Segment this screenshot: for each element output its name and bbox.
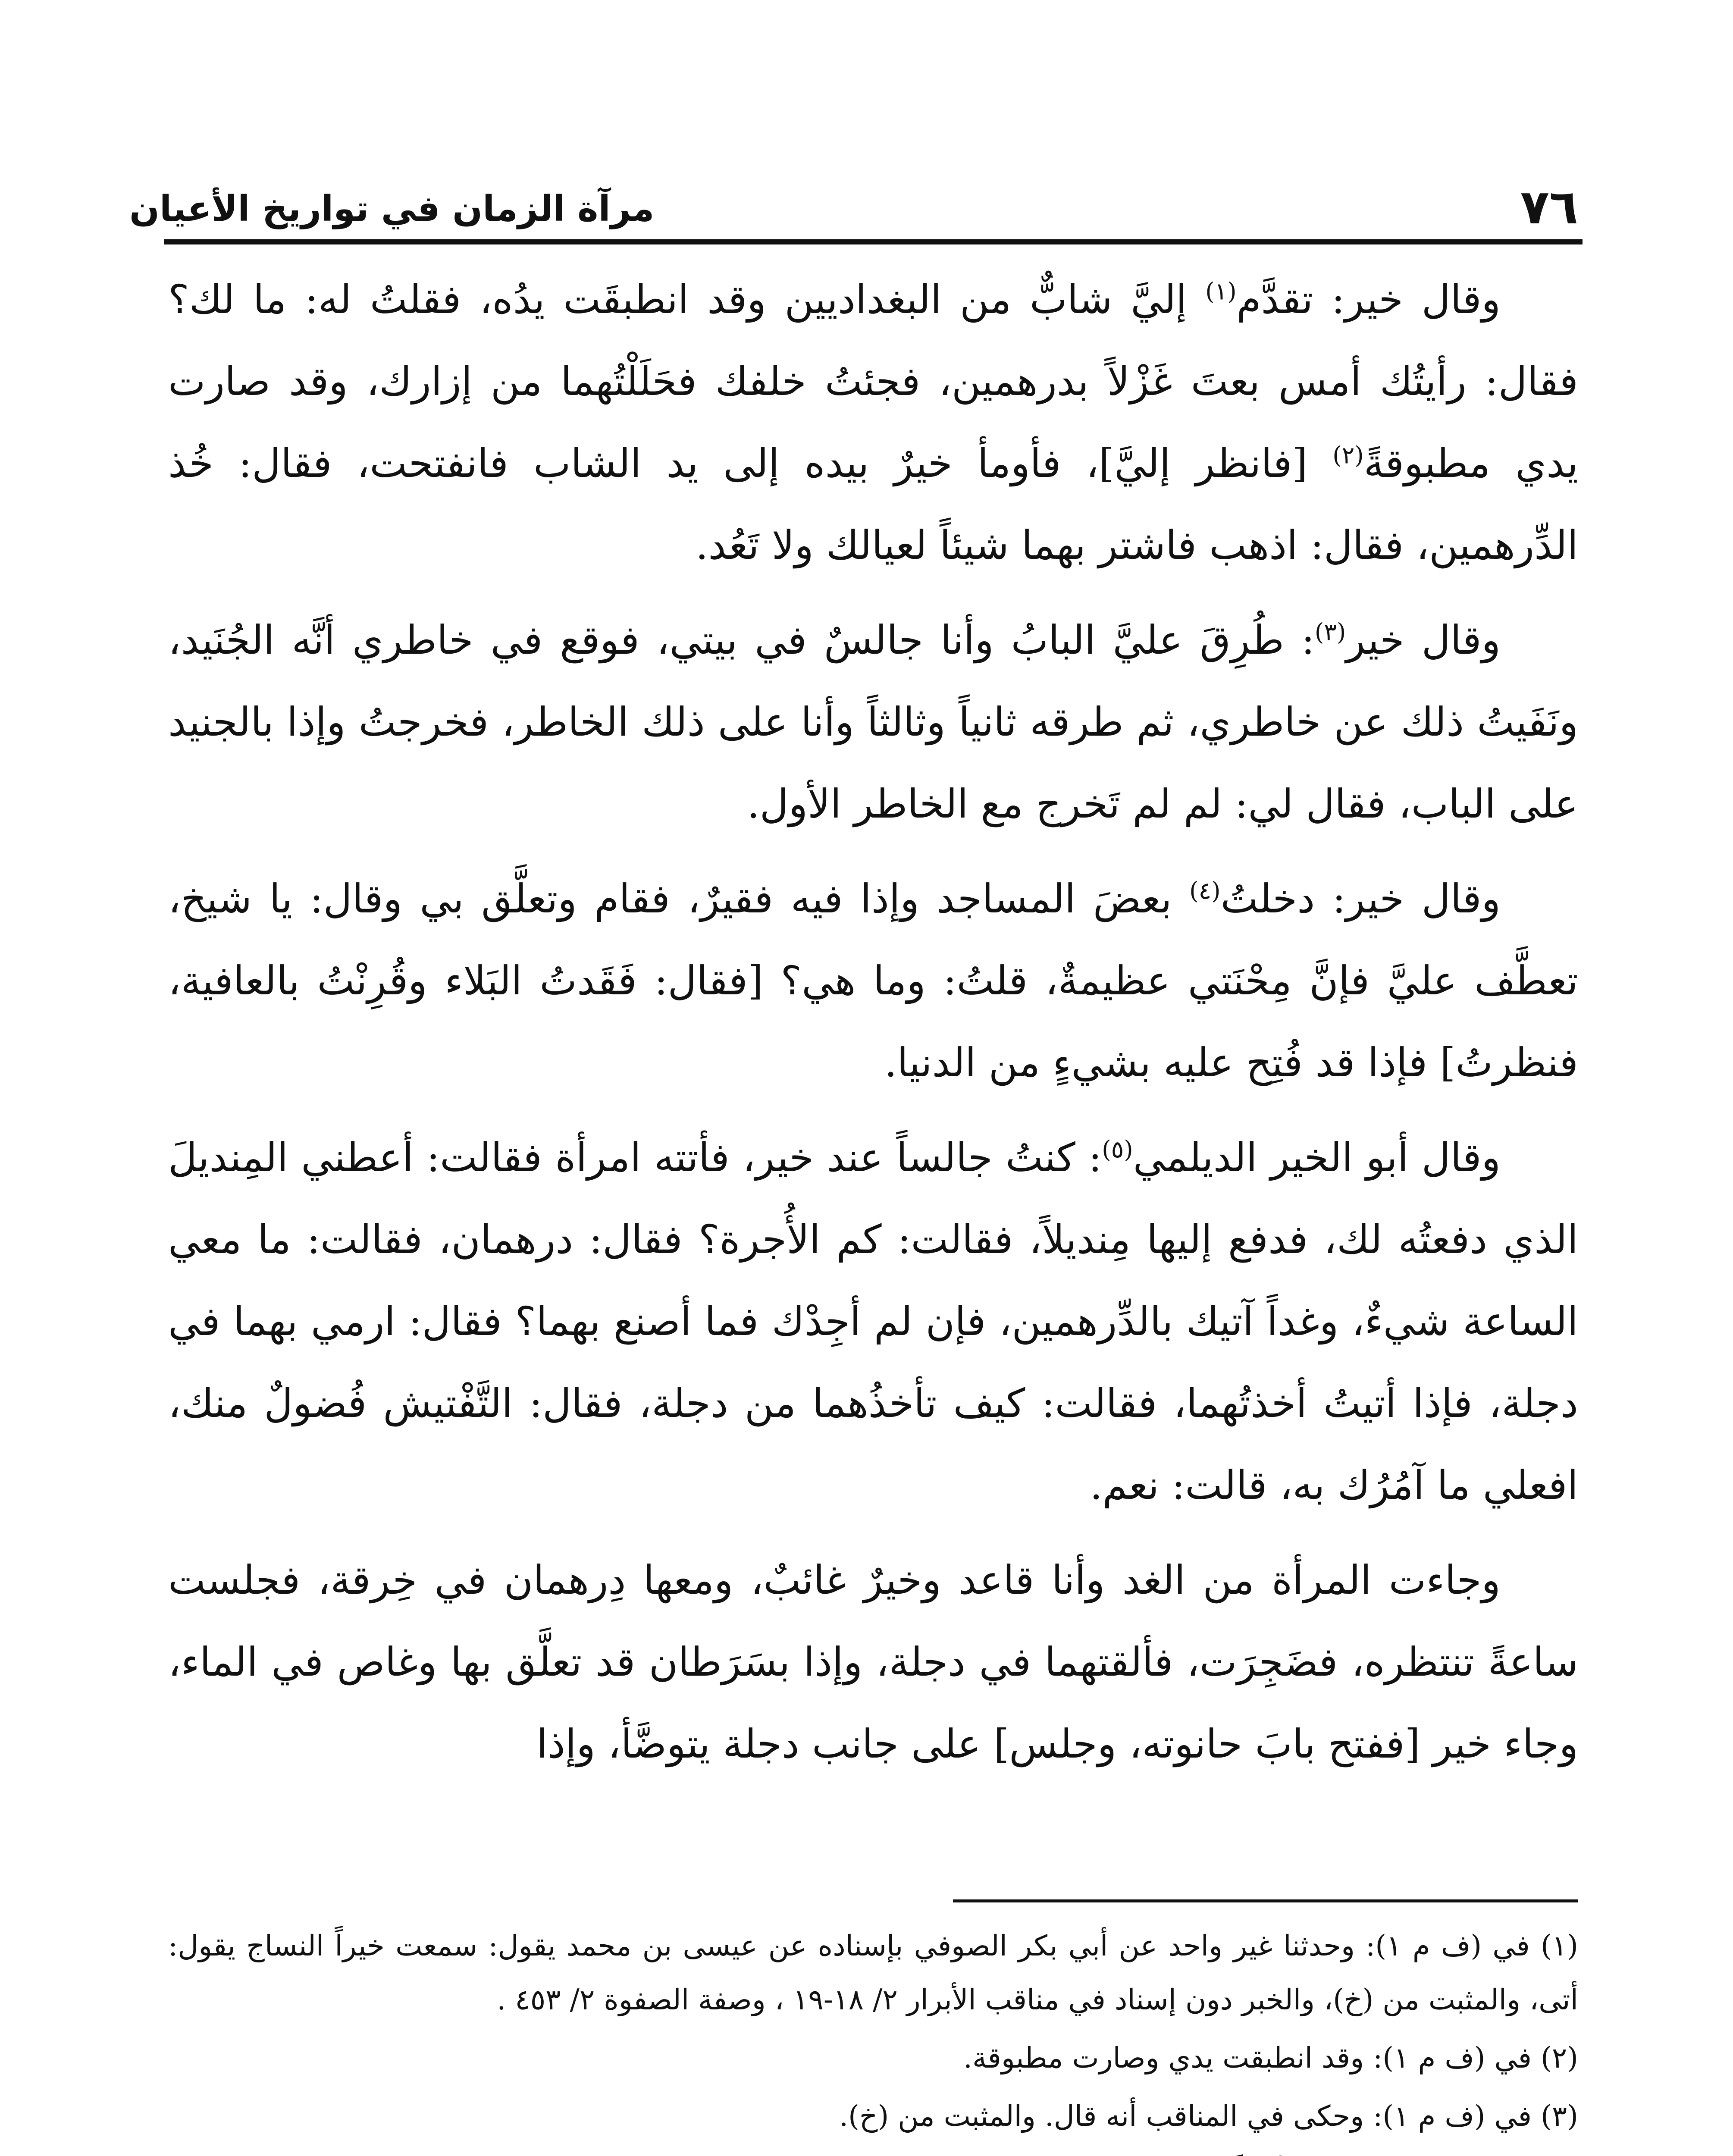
paragraph-text: وقال خير: دخلتُ — [1220, 876, 1501, 922]
page-header — [129, 164, 1578, 241]
footnote-ref: (٣) — [1314, 618, 1346, 646]
paragraph-text: وقال خير — [1346, 617, 1501, 663]
footnote: (٢) في (ف م ١): وقد انطبقت يدي وصارت مطبوقة. — [963, 2041, 1578, 2075]
paragraph-text: بعضَ المساجد وإذا فيه فقيرٌ، فقام وتعلَّق بي وقال: يا شيخ، تعطَّف عليَّ فإنَّ مِحْنَتي عظيمةٌ، قلتُ: وما هي؟ [فقال: فَقَدتُ البَلاء وقُرِنْتُ بالعافية، فنظرتُ] فإذا قد فُتِح عليه بشيءٍ من الدنيا. — [168, 876, 1578, 1086]
page-number: ٧٦ — [1520, 179, 1578, 235]
footnote-ref: (١) — [1205, 277, 1237, 305]
footnote-divider — [953, 1899, 1578, 1902]
paragraph-text: : كنتُ جالساً عند خير، فأتته امرأة فقالت: أعطني المِنديلَ الذي دفعتُه لك، فدفع إليها مِنديلاً، فقالت: كم الأُجرة؟ فقال: درهمان، فقالت: ما معي الساعة شيءٌ، وغداً آتيك بالدِّرهمين، فإن لم أجِدْك فما أصنع بهما؟ فقال: ارمي بهما في دجلة، فإذا أتيتُ أخذتُهما، فقالت: كيف تأخذُهما من دجلة، فقال: التَّفْتيش فُضولٌ منك، افعلي ما آمُرُك به، قالت: نعم. — [168, 1134, 1578, 1508]
paragraph — [168, 1117, 1578, 1526]
paragraph-text: [فانظر إليَّ]، فأومأ خيرٌ بيده إلى يد الشاب فانفتحت، فقال: خُذ الدِّرهمين، فقال: اذهب فاشتر بهما شيئاً لعيالك ولا تَعُد. — [168, 440, 1578, 568]
footnote: (٣) في (ف م ١): وحكى في المناقب أنه قال. والمثبت من (خ). — [839, 2100, 1578, 2133]
paragraph-text: وقال أبو الخير الديلمي — [1133, 1134, 1501, 1181]
footnote — [168, 2147, 1578, 2156]
paragraph-text: وقال خير: تقدَّم — [1236, 276, 1501, 323]
footnotes — [168, 1919, 1578, 2156]
running-title: مرآة الزمان في تواريخ الأعيان — [129, 188, 655, 229]
paragraph-text: وجاءت المرأة من الغد وأنا قاعد وخيرٌ غائبٌ، ومعها دِرهمان في خِرقة، فجلست ساعةً تنتظره، فضَجِرَت، فألقتهما في دجلة، وإذا بسَرَطان قد تعلَّق بها وغاص في الماء، وجاء خير [ففتح بابَ حانوته، وجلس] على جانب دجلة يتوضَّأ، وإذا — [168, 1557, 1578, 1767]
paragraph-text: إليَّ شابٌّ من البغداديين وقد انطبقَت يدُه، فقلتُ له: ما لك؟ فقال: رأيتُك أمس بعتَ غَزْلاً بدرهمين، فجئتُ خلفك فحَلَلْتُهما من إزارك، وقد صارت يدي مطبوقةً — [168, 276, 1578, 486]
footnote-ref: (٢) — [1332, 441, 1364, 469]
main-text — [168, 259, 1578, 1798]
footnote-ref: (٤) — [1189, 877, 1221, 905]
paragraph — [168, 1539, 1578, 1785]
paragraph — [168, 858, 1578, 1104]
paragraph — [168, 259, 1578, 586]
paragraph-text: : طُرِقَ عليَّ البابُ وأنا جالسٌ في بيتي، فوقع في خاطري أنَّه الجُنَيد، ونَفَيتُ ذلك عن خاطري، ثم طرقه ثانياً وثالثاً وأنا على ذلك الخاطر، فخرجتُ وإذا بالجنيد على الباب، فقال لي: لم لم تَخرج مع الخاطر الأول. — [168, 617, 1578, 827]
footnote: (١) في (ف م ١): وحدثنا غير واحد عن أبي بكر الصوفي بإسناده عن عيسى بن محمد يقول: سمعت خيراً النساج يقول: أتى، والمثبت من (خ)، والخبر دون إسناد في مناقب الأبرار ٢/ ١٨-١٩ ، وصفة الصفوة ٢/ ٤٥٣ . — [168, 1929, 1578, 2016]
footnote-ref: (٥) — [1102, 1135, 1133, 1163]
paragraph — [168, 599, 1578, 845]
header-divider — [164, 239, 1583, 244]
